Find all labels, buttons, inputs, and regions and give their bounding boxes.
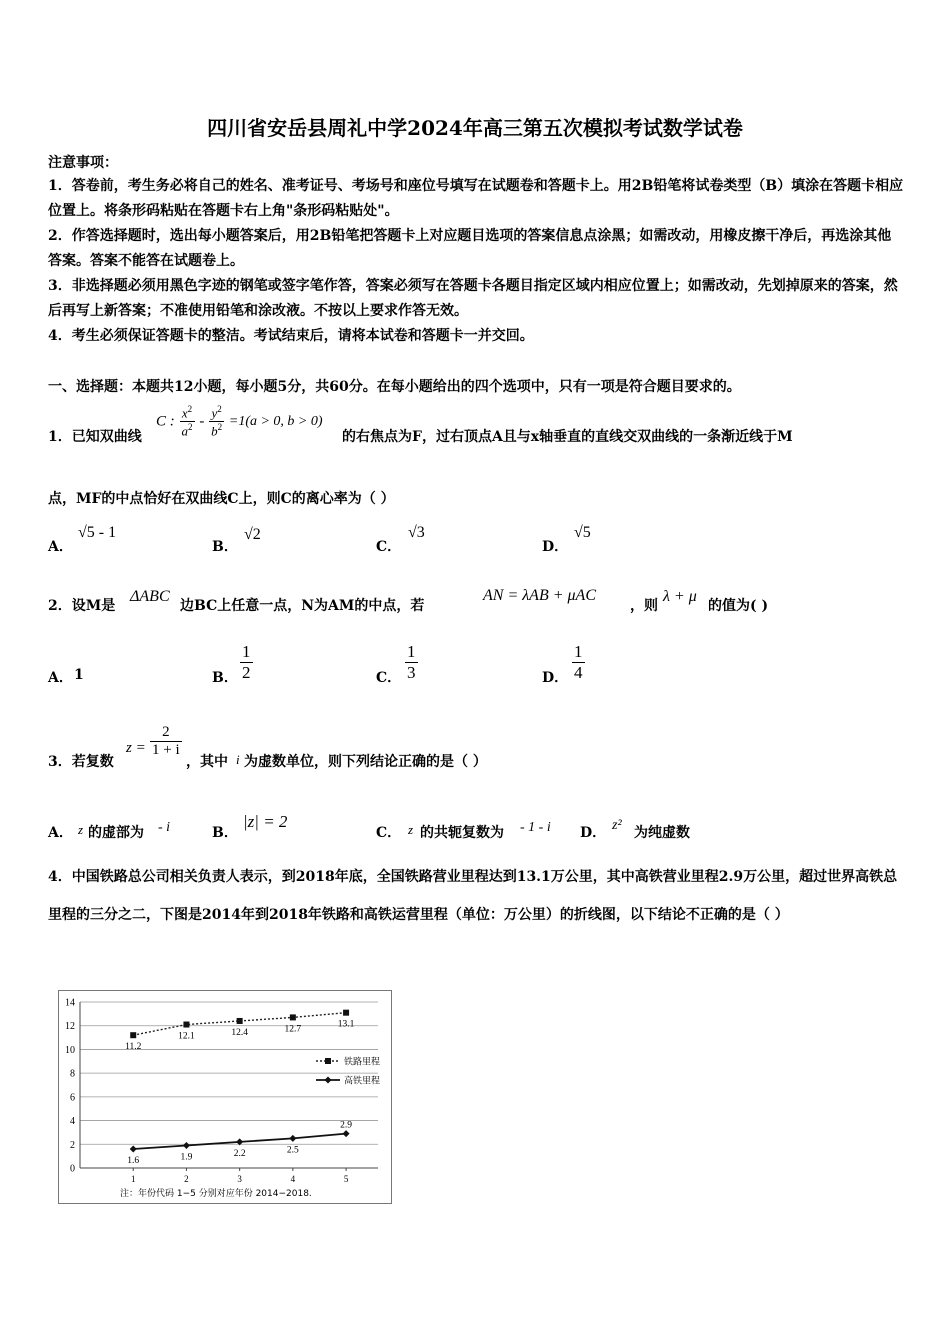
q1-option-b-value: √2 (244, 526, 261, 543)
railway-point (237, 1018, 243, 1024)
highspeed-data-label: 2.2 (233, 1148, 246, 1159)
q3-option-b-math: |z| = 2 (243, 812, 288, 831)
line-chart (58, 990, 392, 1204)
q2-option-b-den: 2 (242, 663, 251, 682)
y-tick-label: 6 (70, 1092, 75, 1104)
q3-mid: ，其中 (186, 754, 228, 770)
section-heading: 一、选择题：本题共12小题，每小题5分，共60分。在每小题给出的四个选项中，只有一项是符合题目要求的。 (48, 379, 741, 395)
q3-option-b-label: B． (212, 825, 238, 841)
highspeed-point (343, 1130, 350, 1137)
q3-i: i (236, 752, 240, 767)
q3-frac (150, 724, 182, 759)
railway-data-label: 13.1 (337, 1019, 355, 1030)
q2-option-d-frac (572, 642, 585, 683)
x-tick-label: 1 (130, 1174, 136, 1184)
q2-option-c-num: 1 (407, 642, 416, 661)
highspeed-point (289, 1135, 296, 1142)
q3-prefix: 3．若复数 (48, 754, 114, 770)
q2-math-3: λ + μ (663, 588, 697, 605)
q1-option-c-label: C． (376, 539, 402, 555)
q3-den: 1 + i (152, 742, 180, 758)
x-tick-label: 5 (343, 1174, 349, 1184)
q4-text: 4．中国铁路总公司相关负责人表示，到2018年底，全国铁路营业里程达到13.1万公里，其中高铁营业里程2.9万公里，超过世界高铁总里程的三分之二，下图是2014年到2018年铁路和高铁运营里程（单位：万公里）的折线图，以下结论不正确的是（ ） (48, 869, 898, 923)
q1-option-a-label: A． (48, 539, 73, 555)
q2-option-d-den: 4 (574, 663, 583, 682)
q2-text-2: 边BC上任意一点，N为AM的中点，若 (180, 598, 425, 614)
note-3: 3．非选择题必须用黑色字迹的钢笔或签字笔作答，答案必须写在答题卡各题目指定区域内相应位置上；如需改动，先划掉原来的答案，然后再写上新答案；不准使用铅笔和涂改液。不按以上要求作答无效。 (48, 278, 898, 319)
q3-option-d-math: z² (612, 818, 622, 833)
highspeed-data-label: 1.6 (127, 1156, 140, 1167)
railway-data-label: 12.7 (284, 1024, 302, 1035)
railway-data-label: 12.4 (231, 1027, 248, 1038)
q3-option-c-label: C． (376, 825, 402, 841)
note-2: 2．作答选择题时，选出每小题答案后，用2B铅笔把答题卡上对应题目选项的答案信息点涂黑；如需改动，用橡皮擦干净后，再选涂其他答案。答案不能答在试题卷上。 (48, 228, 892, 269)
notes-heading: 注意事项： (48, 155, 118, 171)
x-tick-label: 2 (184, 1174, 189, 1184)
q2-option-c-label: C． (376, 670, 402, 686)
legend-railway-marker (325, 1058, 331, 1064)
highspeed-data-label: 2.9 (340, 1120, 353, 1131)
highspeed-data-label: 2.5 (286, 1145, 299, 1156)
highspeed-data-label: 1.9 (180, 1152, 193, 1163)
q3-option-c-math2: - 1 - i (520, 820, 551, 835)
highspeed-point (130, 1146, 137, 1153)
q1-option-d-label: D． (542, 539, 569, 555)
q2-text-3: ，则 (630, 598, 658, 614)
q3-option-d-label: D． (580, 825, 607, 841)
q2-math-2: AN = λAB + μAC (483, 587, 596, 604)
railway-point (183, 1022, 189, 1028)
q3-option-c-text: 的共轭复数为 (420, 825, 504, 841)
q2-text-1: 2．设M是 (48, 598, 116, 614)
railway-point (290, 1014, 296, 1020)
q2-option-c-den: 3 (407, 663, 416, 682)
q1-option-d-value: √5 (574, 524, 591, 541)
q1-prefix: 1．已知双曲线 (48, 429, 142, 445)
q3-option-a-text: 的虚部为 (88, 825, 144, 841)
q3-lhs: z = (126, 740, 146, 756)
railway-data-label: 12.1 (178, 1031, 195, 1042)
q2-option-a-value: 1 (74, 667, 84, 683)
legend-railway-label: 铁路里程 (344, 1057, 381, 1068)
q1-formula: C : $\frac{x^2}{a^2}$ - $\frac{y^2}{b^2}$ =1(a > 0, b > 0) (156, 404, 323, 439)
legend-highspeed-label: 高铁里程 (344, 1076, 381, 1087)
legend-highspeed-marker (325, 1077, 332, 1084)
q3-option-d-text: 为纯虚数 (634, 825, 690, 841)
y-tick-label: 0 (70, 1163, 75, 1175)
q2-option-a-label: A． (48, 670, 73, 686)
q2-option-c-frac (405, 642, 418, 683)
y-tick-label: 12 (65, 1021, 75, 1033)
railway-data-label: 11.2 (125, 1042, 142, 1053)
q1-option-a-value: √5 - 1 (78, 524, 117, 541)
q2-option-d-label: D． (542, 670, 569, 686)
q3-num: 2 (150, 724, 182, 742)
chart-svg (58, 990, 392, 1204)
y-tick-label: 10 (65, 1044, 75, 1056)
q2-text-4: 的值为( ) (708, 598, 769, 614)
x-tick-label: 3 (237, 1174, 242, 1184)
railway-point (130, 1032, 136, 1038)
q1-option-b-label: B． (212, 539, 238, 555)
chart-note: 注：年份代码 1−5 分别对应年份 2014−2018. (120, 1189, 312, 1199)
y-tick-label: 14 (65, 997, 75, 1009)
highspeed-point (183, 1142, 190, 1149)
note-4: 4．考生必须保证答题卡的整洁。考试结束后，请将本试卷和答题卡一并交回。 (48, 328, 534, 344)
q2-option-b-frac (240, 642, 253, 683)
railway-point (343, 1010, 349, 1016)
q3-option-c-math: z (408, 822, 414, 837)
q2-option-b-label: B． (212, 670, 238, 686)
q2-option-b-num: 1 (242, 642, 251, 661)
y-tick-label: 2 (70, 1139, 75, 1151)
q1-line2: 点，MF的中点恰好在双曲线C上，则C的离心率为（ ） (48, 491, 395, 507)
q1-option-c-value: √3 (408, 524, 425, 541)
note-1: 1．答卷前，考生务必将自己的姓名、准考证号、考场号和座位号填写在试题卷和答题卡上。用2B铅笔将试卷类型（B）填涂在答题卡相应位置上。将条形码粘贴在答题卡右上角"条形码粘贴处"。 (48, 178, 904, 219)
q3-suffix: 为虚数单位，则下列结论正确的是（ ） (244, 754, 487, 770)
y-tick-label: 8 (70, 1068, 75, 1080)
page-title: 四川省安岳县周礼中学2024年高三第五次模拟考试数学试卷 (207, 116, 743, 140)
x-tick-label: 4 (290, 1174, 296, 1184)
q2-math-1: ΔABC (130, 588, 170, 605)
y-tick-label: 4 (70, 1116, 75, 1128)
q1-suffix: 的右焦点为F，过右顶点A且与x轴垂直的直线交双曲线的一条渐近线于M (342, 429, 793, 445)
q2-option-d-num: 1 (574, 642, 583, 661)
q3-option-a-label: A． (48, 825, 73, 841)
q3-option-a-math: z (78, 822, 84, 837)
q3-option-a-math2: - i (158, 820, 171, 835)
